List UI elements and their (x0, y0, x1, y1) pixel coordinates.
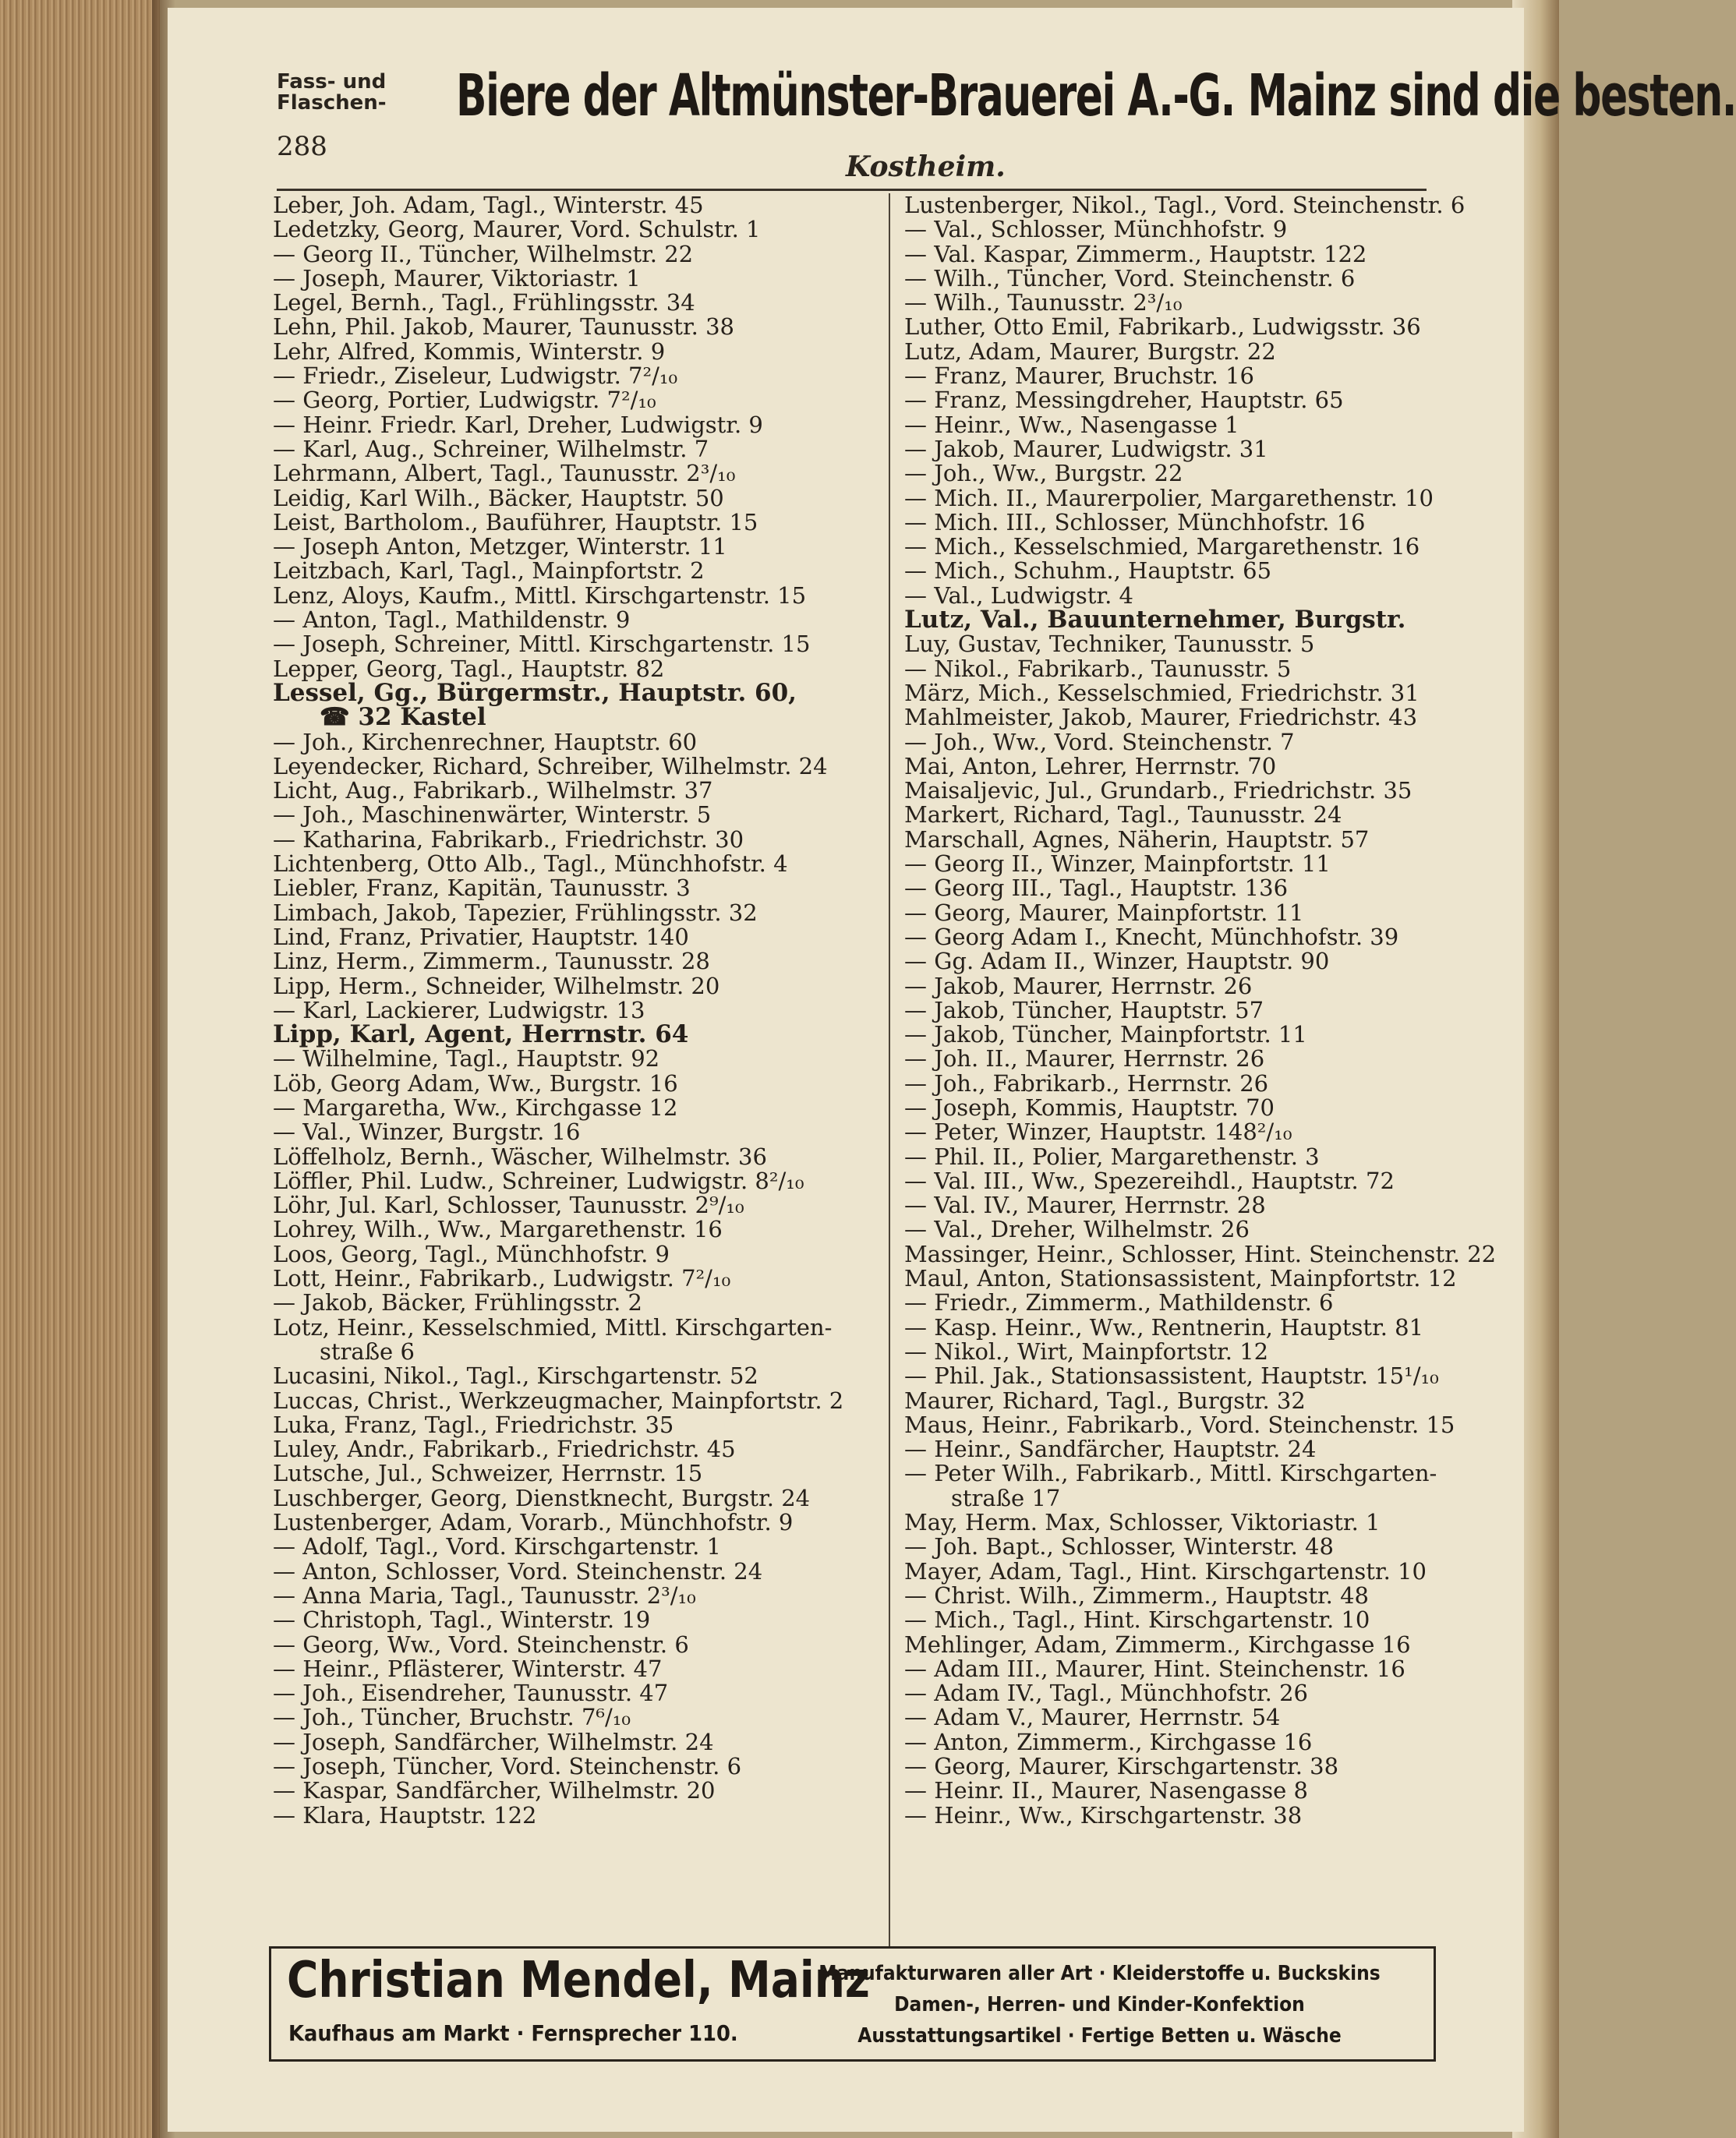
directory-entry: May, Herm. Max, Schlosser, Viktoriastr. 1 (904, 1509, 1381, 1536)
directory-entry: — Georg, Maurer, Kirschgartenstr. 38 (904, 1753, 1339, 1779)
directory-entry: — Franz, Messingdreher, Hauptstr. 65 (904, 387, 1344, 414)
directory-entry: — Heinr. Friedr. Karl, Dreher, Ludwigstr. 9 (273, 411, 763, 438)
book-page-edges (0, 0, 160, 2138)
column-divider (889, 193, 890, 1947)
directory-entry: — Mich., Schuhm., Hauptstr. 65 (904, 557, 1272, 585)
directory-entry: — Joh., Maschinenwärter, Winterstr. 5 (273, 801, 712, 829)
directory-entry: — Anton, Schlosser, Vord. Steinchenstr. 24 (273, 1557, 763, 1585)
directory-entry: Leist, Bartholom., Bauführer, Hauptstr. 15 (273, 508, 758, 535)
directory-entry: Lehr, Alfred, Kommis, Winterstr. 9 (273, 337, 666, 365)
directory-entry: Lohrey, Wilh., Ww., Margarethenstr. 16 (273, 1216, 723, 1243)
directory-entry: Lustenberger, Adam, Vorarb., Münchhofstr. 9 (273, 1509, 794, 1536)
directory-entry: — Franz, Maurer, Bruchstr. 16 (904, 362, 1255, 390)
directory-entry: Lucasini, Nikol., Tagl., Kirschgartenstr. 52 (273, 1362, 758, 1390)
directory-entry: — Joseph, Sandfärcher, Wilhelmstr. 24 (273, 1728, 714, 1755)
directory-entry: Mai, Anton, Lehrer, Herrnstr. 70 (904, 752, 1277, 779)
advert-address-phone: Kaufhaus am Markt · Fernsprecher 110. (288, 2020, 738, 2046)
advert-product-lines (774, 1958, 1425, 2051)
directory-entry: — Georg, Ww., Vord. Steinchenstr. 6 (273, 1631, 689, 1658)
directory-entry: Luley, Andr., Fabrikarb., Friedrichstr. 45 (273, 1436, 736, 1463)
directory-entry: — Val. IV., Maurer, Herrnstr. 28 (904, 1192, 1266, 1219)
directory-entry: — Adam IV., Tagl., Münchhofstr. 26 (904, 1680, 1308, 1707)
directory-entry: — Adam V., Maurer, Herrnstr. 54 (904, 1704, 1281, 1731)
advert-line-1: Manufakturwaren aller Art · Kleiderstoffe u. Buckskins (819, 1962, 1381, 1985)
directory-entry: — Friedr., Ziseleur, Ludwigstr. 7²/₁₀ (273, 362, 678, 390)
directory-entry: — Joh., Tüncher, Bruchstr. 7⁶/₁₀ (273, 1704, 631, 1731)
directory-entry: Ledetzky, Georg, Maurer, Vord. Schulstr. 1 (273, 216, 761, 243)
directory-entry: Lichtenberg, Otto Alb., Tagl., Münchhofstr. 4 (273, 850, 788, 878)
directory-entry: Loos, Georg, Tagl., Münchhofstr. 9 (273, 1240, 670, 1267)
directory-entry: — Jakob, Tüncher, Hauptstr. 57 (904, 996, 1264, 1023)
directory-entry: — Jakob, Bäcker, Frühlingsstr. 2 (273, 1289, 642, 1316)
directory-entry: — Joseph, Schreiner, Mittl. Kirschgartenstr. 15 (273, 631, 811, 658)
directory-entry: — Katharina, Fabrikarb., Friedrichstr. 30 (273, 825, 744, 853)
directory-entry: Licht, Aug., Fabrikarb., Wilhelmstr. 37 (273, 777, 713, 804)
directory-entry: Leber, Joh. Adam, Tagl., Winterstr. 45 (273, 192, 704, 218)
directory-entry: Luka, Franz, Tagl., Friedrichstr. 35 (273, 1411, 674, 1438)
directory-entry: Maisaljevic, Jul., Grundarb., Friedrichstr. 35 (904, 777, 1412, 804)
directory-entry: — Joh., Eisendreher, Taunusstr. 47 (273, 1680, 669, 1707)
directory-entry: — Heinr., Ww., Kirschgartenstr. 38 (904, 1801, 1303, 1829)
directory-entry: Lehrmann, Albert, Tagl., Taunusstr. 2³/₁₀ (273, 460, 736, 487)
directory-entry: — Phil. Jak., Stationsassistent, Hauptstr. 15¹/₁₀ (904, 1362, 1439, 1390)
directory-entry: Lott, Heinr., Fabrikarb., Ludwigstr. 7²/₁₀ (273, 1265, 731, 1292)
directory-entry: — Joh., Kirchenrechner, Hauptstr. 60 (273, 728, 698, 755)
directory-entry: Maus, Heinr., Fabrikarb., Vord. Steinchenstr. 15 (904, 1411, 1455, 1438)
directory-entry: — Val., Dreher, Wilhelmstr. 26 (904, 1216, 1250, 1243)
directory-entry: — Joh., Ww., Vord. Steinchenstr. 7 (904, 728, 1295, 755)
directory-entry: Löhr, Jul. Karl, Schlosser, Taunusstr. 2⁹/₁₀ (273, 1192, 744, 1219)
directory-entry: — Georg II., Tüncher, Wilhelmstr. 22 (273, 240, 694, 267)
directory-entry: — Anna Maria, Tagl., Taunusstr. 2³/₁₀ (273, 1581, 696, 1609)
directory-entry: — Gg. Adam II., Winzer, Hauptstr. 90 (904, 948, 1330, 975)
directory-entry: — Wilh., Taunusstr. 2³/₁₀ (904, 289, 1183, 316)
directory-entry: Maurer, Richard, Tagl., Burgstr. 32 (904, 1387, 1306, 1414)
directory-entry: — Val., Ludwigstr. 4 (904, 581, 1133, 609)
advert-line-2: Damen-, Herren- und Kinder-Konfektion (894, 1993, 1305, 2016)
directory-entry: — Christoph, Tagl., Winterstr. 19 (273, 1606, 651, 1634)
directory-entry: — Heinr., Pflästerer, Winterstr. 47 (273, 1655, 663, 1682)
directory-entry: — Joseph, Tüncher, Vord. Steinchenstr. 6 (273, 1753, 742, 1779)
directory-entry: Massinger, Heinr., Schlosser, Hint. Steinchenstr. 22 (904, 1240, 1497, 1267)
directory-entry: Mayer, Adam, Tagl., Hint. Kirschgartenstr. 10 (904, 1557, 1427, 1585)
directory-entry: — Jakob, Maurer, Herrnstr. 26 (904, 972, 1253, 999)
directory-entry: Luy, Gustav, Techniker, Taunusstr. 5 (904, 631, 1315, 658)
directory-entry: — Mich., Tagl., Hint. Kirschgartenstr. 10 (904, 1606, 1370, 1634)
directory-entry: Lipp, Herm., Schneider, Wilhelmstr. 20 (273, 972, 720, 999)
directory-entry: Mahlmeister, Jakob, Maurer, Friedrichstr. 43 (904, 704, 1418, 731)
advert-line-3: Ausstattungsartikel · Fertige Betten u. Wäsche (857, 2024, 1342, 2048)
directory-entry: — Karl, Lackierer, Ludwigstr. 13 (273, 996, 645, 1023)
directory-entry: straße 6 (320, 1338, 415, 1365)
directory-entry: — Heinr., Sandfärcher, Hauptstr. 24 (904, 1436, 1317, 1463)
directory-entry: — Joseph, Maurer, Viktoriastr. 1 (273, 264, 641, 292)
directory-entry: — Wilh., Tüncher, Vord. Steinchenstr. 6 (904, 264, 1356, 292)
directory-entry: — Klara, Hauptstr. 122 (273, 1801, 537, 1829)
directory-entry: — Joh., Fabrikarb., Herrnstr. 26 (904, 1069, 1269, 1097)
directory-entry: — Mich. II., Maurerpolier, Margarethenstr. 10 (904, 484, 1434, 511)
directory-entry: — Val., Winzer, Burgstr. 16 (273, 1118, 581, 1146)
directory-entry: — Kasp. Heinr., Ww., Rentnerin, Hauptstr. 81 (904, 1313, 1424, 1341)
directory-entry: — Nikol., Wirt, Mainpfortstr. 12 (904, 1338, 1269, 1365)
directory-entry: Markert, Richard, Tagl., Taunusstr. 24 (904, 801, 1342, 829)
directory-entry: Luschberger, Georg, Dienstknecht, Burgstr. 24 (273, 1484, 811, 1511)
directory-entry: Legel, Bernh., Tagl., Frühlingsstr. 34 (273, 289, 695, 316)
directory-entry: — Phil. II., Polier, Margarethenstr. 3 (904, 1143, 1320, 1170)
directory-entry: Limbach, Jakob, Tapezier, Frühlingsstr. 32 (273, 899, 758, 926)
directory-entry: Lepper, Georg, Tagl., Hauptstr. 82 (273, 655, 665, 682)
directory-entry: — Adam III., Maurer, Hint. Steinchenstr. 16 (904, 1655, 1405, 1682)
directory-entry: — Georg II., Winzer, Mainpfortstr. 11 (904, 850, 1331, 878)
directory-entry: — Joseph Anton, Metzger, Winterstr. 11 (273, 533, 727, 560)
directory-entry: — Anton, Tagl., Mathildenstr. 9 (273, 606, 631, 634)
directory-entry: — Georg, Portier, Ludwigstr. 7²/₁₀ (273, 387, 656, 414)
directory-entry: Lehn, Phil. Jakob, Maurer, Taunusstr. 38 (273, 313, 734, 341)
directory-entry: Lind, Franz, Privatier, Hauptstr. 140 (273, 923, 689, 950)
directory-entry: — Val. Kaspar, Zimmerm., Hauptstr. 122 (904, 240, 1367, 267)
place-heading: Kostheim. (846, 150, 1006, 183)
directory-entry: — Georg Adam I., Knecht, Münchhofstr. 39 (904, 923, 1399, 950)
directory-entry: — Friedr., Zimmerm., Mathildenstr. 6 (904, 1289, 1334, 1316)
directory-entry: — Karl, Aug., Schreiner, Wilhelmstr. 7 (273, 435, 709, 462)
page-number: 288 (277, 131, 327, 162)
directory-entry: Lessel, Gg., Bürgermstr., Hauptstr. 60, (273, 678, 797, 707)
directory-entry: — Wilhelmine, Tagl., Hauptstr. 92 (273, 1045, 660, 1073)
directory-entry: Löffler, Phil. Ludw., Schreiner, Ludwigstr. 8²/₁₀ (273, 1167, 804, 1194)
directory-entry: — Margaretha, Ww., Kirchgasse 12 (273, 1094, 678, 1121)
directory-entry: — Mich., Kesselschmied, Margarethenstr. 16 (904, 533, 1420, 560)
header-rule (277, 189, 1427, 191)
directory-page (168, 8, 1736, 2132)
directory-entry: Lutz, Val., Bauunternehmer, Burgstr. (904, 606, 1406, 634)
directory-entry: Lotz, Heinr., Kesselschmied, Mittl. Kirschgarten- (273, 1313, 833, 1341)
directory-entry: straße 17 (951, 1484, 1061, 1511)
left-column (273, 193, 881, 1828)
directory-entry: Mehlinger, Adam, Zimmerm., Kirchgasse 16 (904, 1631, 1411, 1658)
directory-entry: — Val., Schlosser, Münchhofstr. 9 (904, 216, 1288, 243)
right-column (904, 193, 1512, 1828)
header-small-caption (277, 72, 387, 114)
directory-entry: Luccas, Christ., Werkzeugmacher, Mainpfortstr. 2 (273, 1387, 844, 1414)
directory-entry: Leidig, Karl Wilh., Bäcker, Hauptstr. 50 (273, 484, 724, 511)
directory-entry: — Val. III., Ww., Spezereihdl., Hauptstr. 72 (904, 1167, 1395, 1194)
directory-entry: ☎ 32 Kastel (320, 703, 486, 732)
directory-entry: Lutsche, Jul., Schweizer, Herrnstr. 15 (273, 1460, 703, 1487)
directory-entry: — Christ. Wilh., Zimmerm., Hauptstr. 48 (904, 1581, 1370, 1609)
header-small-line-1: Fass- und (277, 70, 387, 94)
directory-entry: — Joh. Bapt., Schlosser, Winterstr. 48 (904, 1533, 1334, 1560)
directory-entry: — Joseph, Kommis, Hauptstr. 70 (904, 1094, 1275, 1121)
directory-entry: Lustenberger, Nikol., Tagl., Vord. Steinchenstr. 6 (904, 192, 1466, 218)
directory-entry: Leyendecker, Richard, Schreiber, Wilhelmstr. 24 (273, 752, 828, 779)
directory-entry: Marschall, Agnes, Näherin, Hauptstr. 57 (904, 825, 1370, 853)
directory-entry: — Joh., Ww., Burgstr. 22 (904, 460, 1183, 487)
directory-entry: — Adolf, Tagl., Vord. Kirschgartenstr. 1 (273, 1533, 721, 1560)
directory-entry: Lutz, Adam, Maurer, Burgstr. 22 (904, 337, 1276, 365)
header-small-line-2: Flaschen- (277, 91, 387, 115)
directory-entry: — Georg III., Tagl., Hauptstr. 136 (904, 875, 1289, 902)
directory-entry: Maul, Anton, Stationsassistent, Mainpfortstr. 12 (904, 1265, 1457, 1292)
directory-entry: Leitzbach, Karl, Tagl., Mainpfortstr. 2 (273, 557, 705, 585)
directory-entry: — Peter Wilh., Fabrikarb., Mittl. Kirschgarten- (904, 1460, 1437, 1487)
directory-entry: — Jakob, Tüncher, Mainpfortstr. 11 (904, 1021, 1307, 1048)
advert-firm-name: Christian Mendel, Mainz (287, 1952, 870, 2009)
directory-entry: Lipp, Karl, Agent, Herrnstr. 64 (273, 1020, 689, 1049)
directory-entry: Lenz, Aloys, Kaufm., Mittl. Kirschgartenstr. 15 (273, 581, 807, 609)
directory-entry: — Joh. II., Maurer, Herrnstr. 26 (904, 1045, 1265, 1073)
directory-entry: Liebler, Franz, Kapitän, Taunusstr. 3 (273, 875, 691, 902)
directory-entry: Luther, Otto Emil, Fabrikarb., Ludwigsstr. 36 (904, 313, 1421, 341)
directory-entry: Linz, Herm., Zimmerm., Taunusstr. 28 (273, 948, 710, 975)
directory-entry: März, Mich., Kesselschmied, Friedrichstr. 31 (904, 679, 1420, 706)
directory-entry: — Heinr. II., Maurer, Nasengasse 8 (904, 1777, 1308, 1804)
directory-entry: — Jakob, Maurer, Ludwigstr. 31 (904, 435, 1268, 462)
directory-entry: Löffelholz, Bernh., Wäscher, Wilhelmstr. 36 (273, 1143, 767, 1170)
directory-entry: — Nikol., Fabrikarb., Taunusstr. 5 (904, 655, 1292, 682)
header-headline: Biere der Altmünster-Brauerei A.-G. Mainz sind die besten. (456, 62, 1736, 129)
directory-entry: — Anton, Zimmerm., Kirchgasse 16 (904, 1728, 1313, 1755)
directory-entry: — Heinr., Ww., Nasengasse 1 (904, 411, 1239, 438)
advertisement-box (269, 1946, 1436, 2062)
directory-entry: — Peter, Winzer, Hauptstr. 148²/₁₀ (904, 1118, 1292, 1146)
directory-entry: Löb, Georg Adam, Ww., Burgstr. 16 (273, 1069, 678, 1097)
directory-entry: — Kaspar, Sandfärcher, Wilhelmstr. 20 (273, 1777, 716, 1804)
directory-entry: — Mich. III., Schlosser, Münchhofstr. 16 (904, 508, 1366, 535)
directory-entry: — Georg, Maurer, Mainpfortstr. 11 (904, 899, 1304, 926)
